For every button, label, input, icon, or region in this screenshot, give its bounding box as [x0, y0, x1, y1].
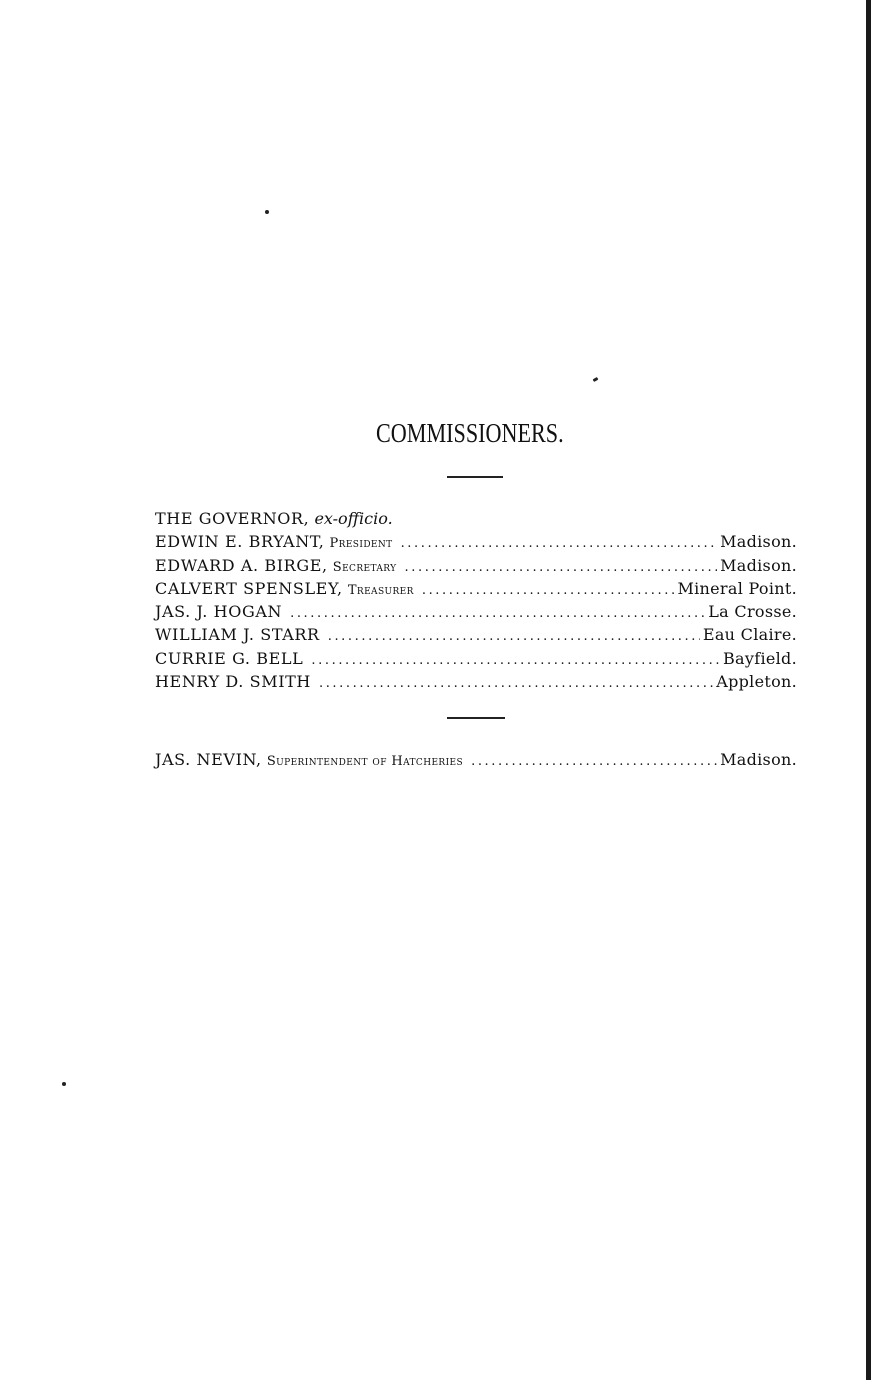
print-speck [265, 210, 269, 214]
member-place: La Crosse. [708, 602, 797, 622]
member-role: President [329, 536, 393, 552]
member-place: Madison. [720, 532, 797, 552]
governor-row [155, 507, 797, 530]
member-name: CURRIE G. BELL [155, 648, 304, 668]
superintendent-row [155, 750, 797, 773]
member-place: Appleton. [716, 672, 797, 692]
page-edge [866, 0, 871, 1380]
dot-leader [311, 649, 720, 672]
member-place: Bayfield. [723, 648, 797, 668]
member-role: Secretary [332, 559, 397, 575]
member-role: Treasurer [347, 582, 414, 598]
superintendent-place: Madison. [720, 750, 797, 769]
dot-leader [471, 754, 717, 769]
member-place: Eau Claire. [702, 625, 797, 645]
governor-name: THE GOVERNOR, [155, 509, 310, 528]
member-name: EDWIN E. BRYANT, [155, 532, 325, 552]
list-item [155, 623, 797, 646]
member-name: JAS. J. HOGAN [155, 602, 283, 622]
member-place: Mineral Point. [677, 578, 797, 598]
page-title: COMMISSIONERS. [376, 418, 564, 448]
list-item [155, 577, 797, 600]
member-place: Madison. [720, 555, 797, 575]
list-item [155, 530, 797, 553]
print-speck [593, 377, 599, 382]
dot-leader [319, 672, 713, 695]
page-title-block [376, 418, 580, 454]
member-name: CALVERT SPENSLEY, [155, 578, 343, 598]
dot-leader [405, 556, 718, 579]
governor-role: ex-officio. [314, 509, 393, 528]
list-item [155, 670, 797, 693]
commissioners-list [155, 507, 797, 693]
title-divider [447, 476, 503, 478]
list-item [155, 600, 797, 623]
dot-leader [422, 579, 675, 602]
list-item [155, 647, 797, 670]
list-item [155, 554, 797, 577]
dot-leader [328, 625, 700, 648]
superintendent-role: Superintendent of Hatcheries [266, 754, 464, 769]
superintendent-name: JAS. NEVIN, [155, 750, 262, 769]
superintendent-line [155, 750, 797, 773]
section-divider [447, 717, 505, 719]
member-name: HENRY D. SMITH [155, 672, 311, 692]
print-speck [62, 1082, 66, 1086]
dot-leader [401, 532, 718, 555]
dot-leader [290, 602, 705, 625]
member-name: EDWARD A. BIRGE, [155, 555, 328, 575]
member-name: WILLIAM J. STARR [155, 625, 320, 645]
